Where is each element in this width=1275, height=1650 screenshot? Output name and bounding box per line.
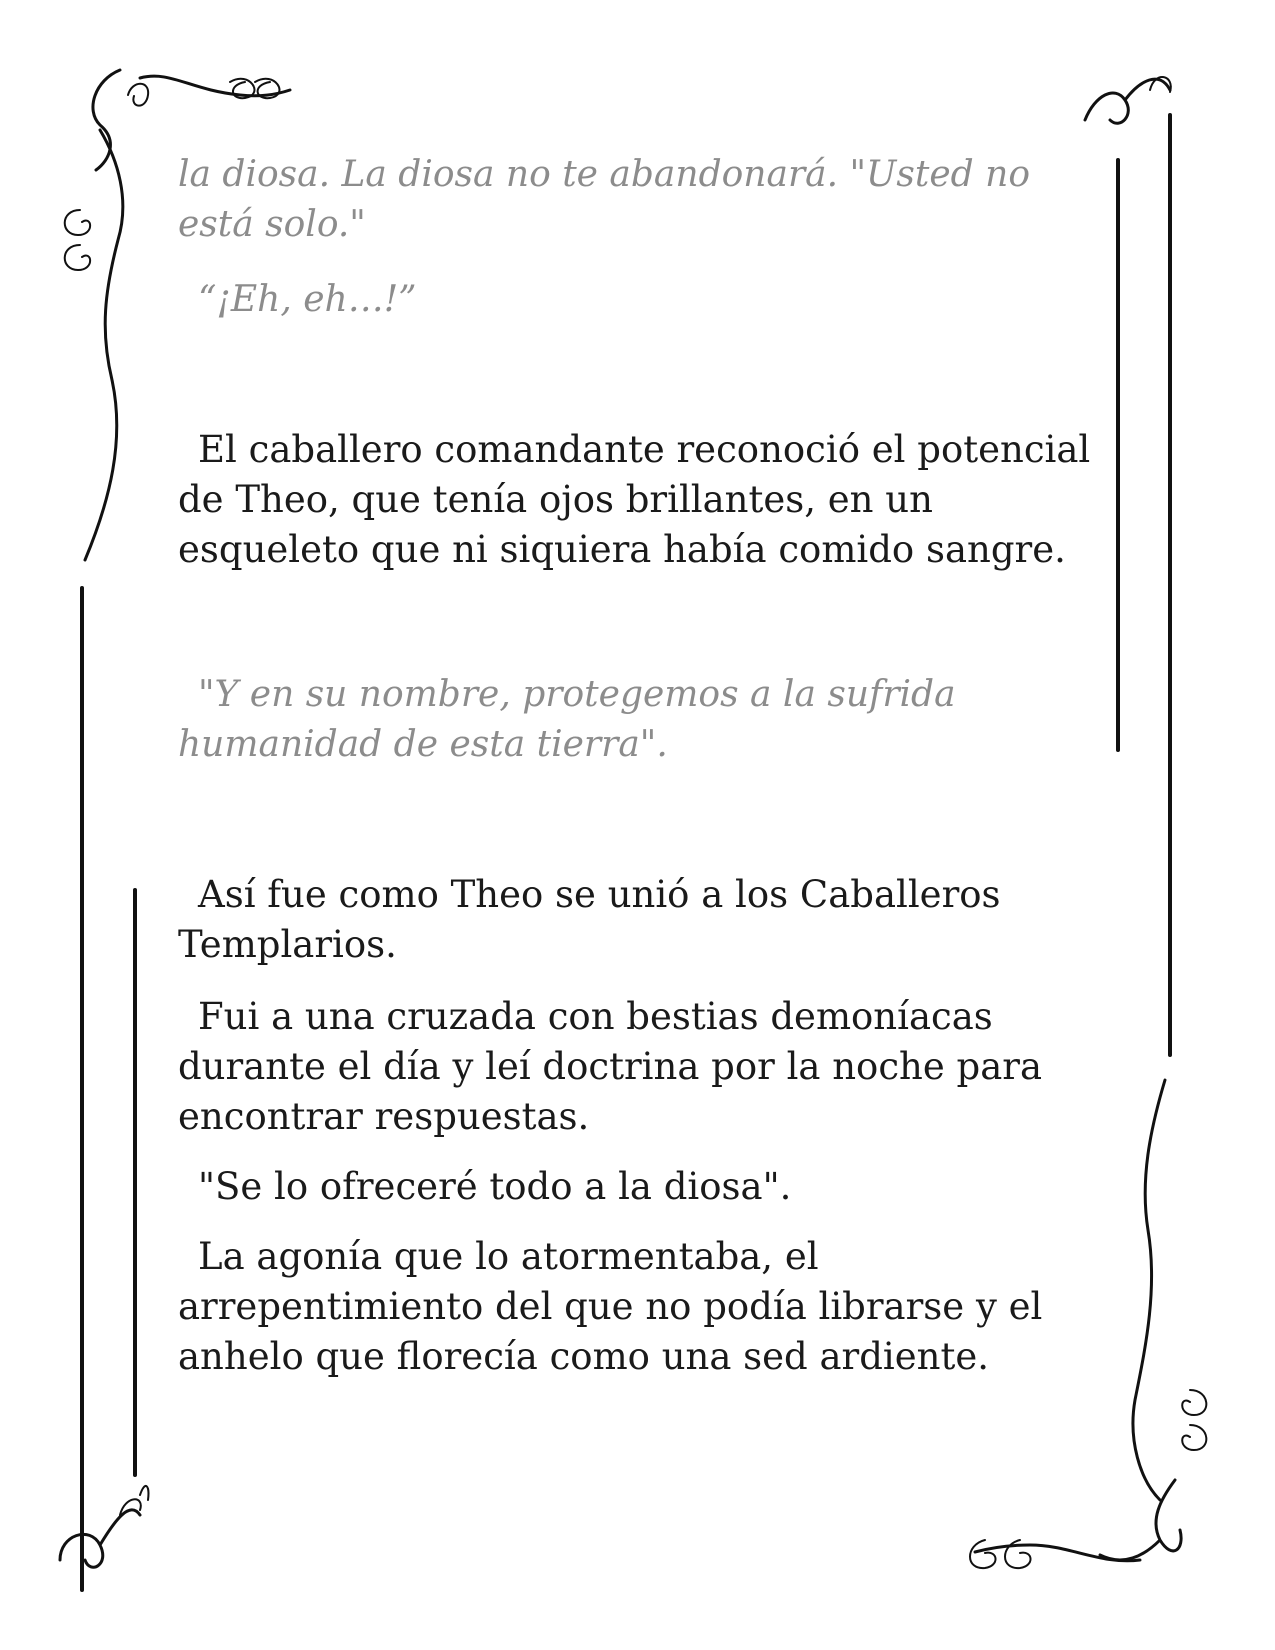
- paragraph-agony: La agonía que lo atormentaba, el arrepentimiento del que no podía librarse y el anhelo que florecía como una sed ardiente.: [178, 1235, 1043, 1378]
- paragraph-exclamation: “¡Eh, eh…!”: [198, 279, 417, 320]
- top-right-flourish: [1085, 79, 1170, 123]
- top-left-swirl: [128, 84, 148, 106]
- bottom-right-side-curls: [1182, 1390, 1206, 1450]
- top-left-side-curls: [65, 210, 90, 270]
- paragraph-crusade: Fui a una cruzada con bestias demoníacas durante el día y leí doctrina por la noche para encontrar respuestas.: [178, 995, 1043, 1138]
- paragraph-commander: El caballero comandante reconoció el potencial de Theo, que tenía ojos brillantes, en un esqueleto que ni siquiera había comido sangre.: [178, 428, 1091, 571]
- paragraph-joined-templars: Así fue como Theo se unió a los Caballeros Templarios.: [178, 873, 1001, 966]
- paragraph-offering: "Se lo ofreceré todo a la diosa".: [198, 1165, 792, 1208]
- bottom-left-flourish: [60, 1510, 140, 1567]
- paragraph-quote-goddess: la diosa. La diosa no te abandonará. "Usted no está solo.": [178, 154, 1030, 245]
- bottom-right-flourish: [1100, 1480, 1181, 1560]
- top-left-stem: [85, 130, 123, 560]
- bottom-right-stem: [1133, 1080, 1165, 1500]
- top-left-flourish: [93, 70, 120, 170]
- paragraph-quote-protect: "Y en su nombre, protegemos a la sufrida humanidad de esta tierra".: [178, 674, 956, 765]
